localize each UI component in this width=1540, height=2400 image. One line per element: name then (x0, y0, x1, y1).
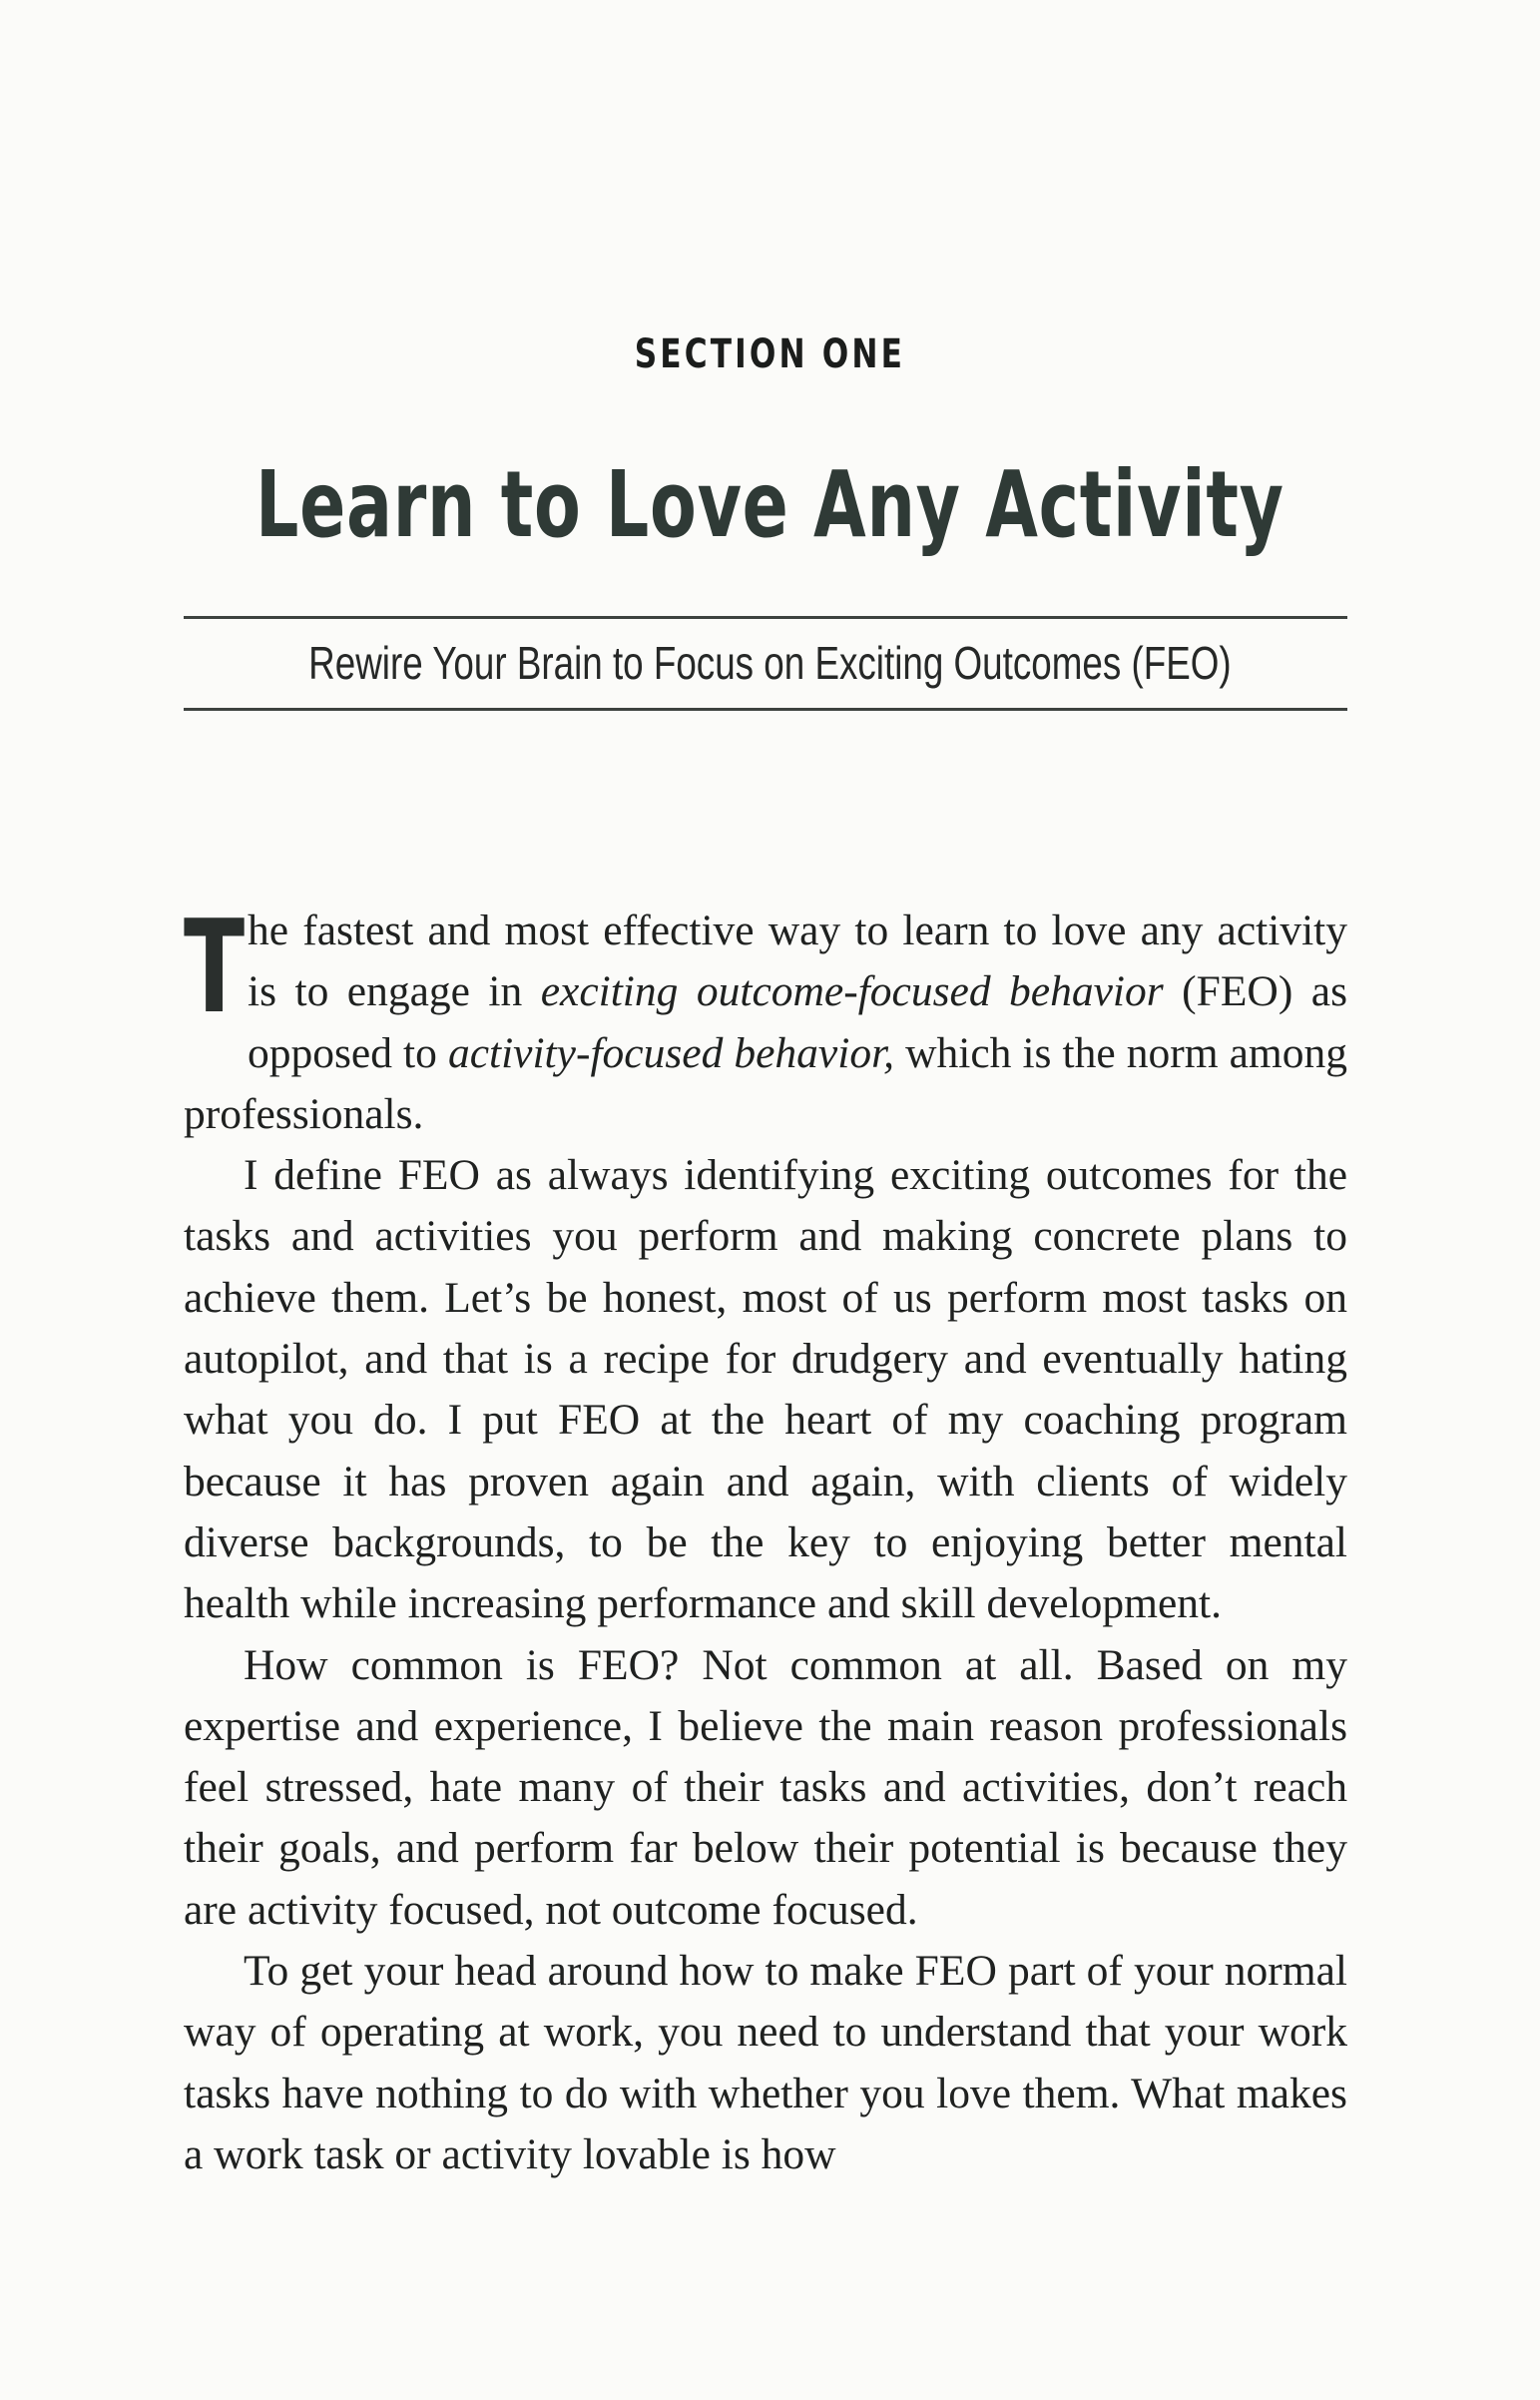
paragraph-1-text-b: (FEO) as opposed to (248, 967, 1347, 1077)
paragraph-2: I define FEO as always identifying exciting outcomes for the tasks and activities you perform and making concrete plans to achieve them. Let’s be honest, most of us perform most tasks on autopilot, and that is a recipe for drudgery and eventually hating what you do. I put FEO at the heart of my coaching program because it has proven again and again, with clients of widely diverse backgrounds, to be the key to enjoying better mental health while increasing performance and skill development. (184, 1151, 1347, 1628)
chapter-title: Learn to Love Any Activity (256, 451, 1284, 558)
paragraph-1-italic-a: exciting outcome-focused behavior (540, 967, 1164, 1016)
paragraph-1-text-c: which is the norm among professionals. (184, 1028, 1348, 1138)
paragraph-1-text-a: he fastest and most effective way to learn to love any activity is to engage in (248, 906, 1347, 1016)
paragraph-1 (184, 894, 1348, 1145)
paragraph-1-italic-b: activity-focused behavior, (447, 1028, 895, 1077)
paragraph-4: To get your head around how to make FEO part of your normal way of operating at work, you need to understand that your work tasks have nothing to do with whether you love them. What makes a work task or activity lovable is how (184, 1947, 1347, 2178)
paragraph-3: How common is FEO? Not common at all. Based on my expertise and experience, I believe the main reason professionals feel stressed, hate many of their tasks and activities, don’t reach their goals, and perform far below their potential is because they are activity focused, not outcome focused. (184, 1640, 1347, 1934)
chapter-subtitle: Rewire Your Brain to Focus on Exciting Outcomes (FEO) (308, 637, 1232, 689)
bottom-rule (184, 708, 1347, 711)
top-rule (184, 616, 1347, 619)
body-text (184, 894, 1348, 2185)
section-label: SECTION ONE (634, 331, 906, 377)
drop-cap: T (184, 894, 246, 1042)
